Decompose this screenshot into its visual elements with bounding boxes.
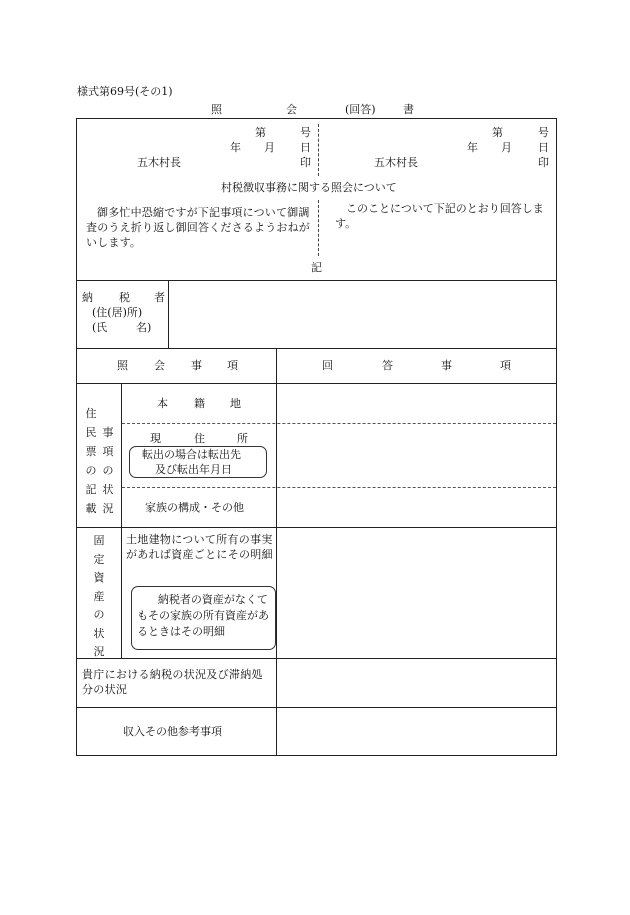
genjusho-char-2: 住: [194, 432, 205, 445]
right-seal: 印: [538, 156, 549, 169]
col-inquiry-char-2: 会: [154, 359, 165, 372]
rule-resident-top: [76, 383, 557, 384]
resident-label-col1: 住 民 票 の 記 載: [85, 407, 97, 515]
fixedasset-label: 固 定 資 産 の 状 況: [93, 534, 105, 658]
title-char-sho: 書: [403, 103, 414, 116]
family-composition: 家族の構成・その他: [145, 501, 244, 514]
income-text: 収入その他参考事項: [123, 725, 222, 738]
col-inquiry-char-1: 照: [117, 359, 128, 372]
genjusho-char-3: 所: [237, 432, 248, 445]
subject-line: 村税徴収事務に関する照会について: [221, 181, 397, 194]
right-gou: 号: [538, 126, 549, 139]
col-inquiry-char-3: 事: [191, 359, 202, 372]
right-mayor: 五木村長: [374, 156, 418, 169]
title-answer: (回答): [345, 103, 376, 116]
rule-fixedasset-label-divider: [121, 527, 122, 658]
left-tsuki: 月: [264, 141, 275, 154]
left-gou: 号: [300, 126, 311, 139]
col-reply-char-1: 回: [322, 359, 333, 372]
right-dai: 第: [492, 126, 503, 139]
rule-taxpayer-divider: [168, 280, 169, 348]
taxpayer-address: (住(居)所): [92, 306, 143, 319]
frame-top: [76, 118, 557, 119]
taxpayer-name-open: (氏: [92, 321, 108, 334]
resident-label-col2: 事 項 の 状 況: [102, 426, 114, 515]
frame-bottom: [76, 755, 557, 756]
rule-genjusho-bottom: [122, 487, 556, 488]
taxpayer-char-2: 税: [119, 291, 130, 304]
left-hi: 日: [300, 141, 311, 154]
rule-fixedasset-top: [76, 527, 557, 528]
rule-colheader-top: [76, 348, 557, 349]
rule-honseki-bottom: [122, 423, 556, 424]
honseki-char-3: 地: [230, 397, 241, 410]
ki-label: 記: [311, 261, 322, 274]
right-nen: 年: [467, 141, 478, 154]
rule-main-divider: [276, 348, 277, 756]
col-reply-char-4: 項: [500, 359, 511, 372]
rule-resident-label-divider: [121, 383, 122, 527]
tenshutsu-line-2: 及び転出年月日: [155, 463, 232, 476]
left-dai: 第: [255, 126, 266, 139]
fixedasset-note: 納税者の資産がなくてもその家族の所有資産があるときはその明細: [137, 593, 269, 638]
right-tsuki: 月: [501, 141, 512, 154]
honseki-char-2: 籍: [194, 397, 205, 410]
left-nen: 年: [230, 141, 241, 154]
rule-taxstatus-top: [76, 658, 557, 659]
left-mayor: 五木村長: [137, 156, 181, 169]
rule-income-top: [76, 707, 557, 708]
reply-text: このことについて下記のとおり回答します。: [335, 202, 544, 230]
taxpayer-char-3: 者: [154, 291, 165, 304]
frame-right: [556, 118, 557, 756]
col-reply-char-3: 事: [441, 359, 452, 372]
title-char-shou: 照: [211, 103, 222, 116]
genjusho-char-1: 現: [150, 432, 161, 445]
rule-taxpayer-top: [76, 280, 557, 281]
col-inquiry-char-4: 項: [227, 359, 238, 372]
right-hi: 日: [538, 141, 549, 154]
request-text: 御多忙中恐縮ですが下記事項について御調査のうえ折り返し御回答くださるようおねがいします。: [86, 206, 310, 249]
frame-left: [76, 118, 77, 756]
taxpayer-char-1: 納: [82, 291, 93, 304]
fixedasset-description: 土地建物について所有の事実があれば資産ごとにその明細: [126, 533, 273, 561]
header-divider-lower: [318, 200, 319, 256]
header-divider-upper: [318, 124, 319, 176]
col-reply-char-2: 答: [382, 359, 393, 372]
tax-status-text: 貴庁における納税の状況及び滞納処分の状況: [82, 668, 263, 696]
taxpayer-name-close: 名): [136, 321, 152, 334]
form-number: 様式第69号(その1): [77, 85, 173, 98]
left-seal: 印: [300, 156, 311, 169]
title-char-kai: 会: [286, 103, 297, 116]
tenshutsu-line-1: 転出の場合は転出先: [142, 448, 241, 461]
honseki-char-1: 本: [157, 397, 168, 410]
